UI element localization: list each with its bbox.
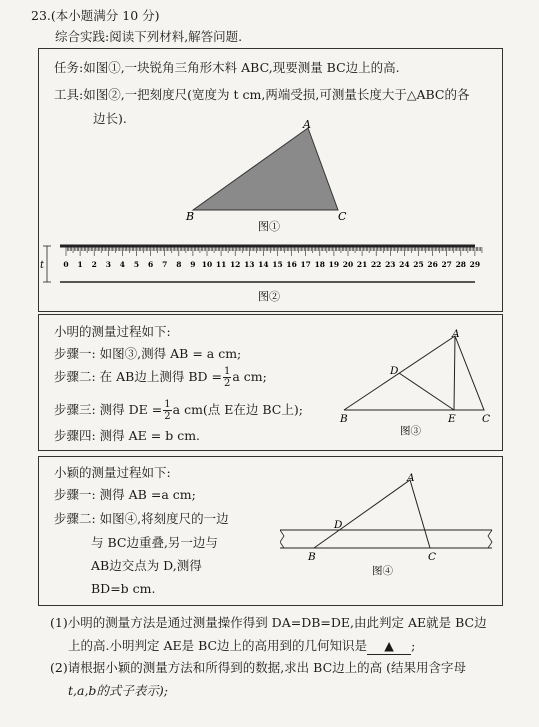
fig3-c: C (482, 413, 491, 425)
tick-label-24: 24 (399, 260, 410, 269)
tick-label-23: 23 (385, 260, 396, 269)
q1-line-2: 上的高.小明判定 AE是 BC边上的高用到的几何知识是 ▲ ; (68, 638, 416, 653)
tick-label-18: 18 (314, 260, 326, 269)
fig3-a: A (452, 328, 460, 340)
task-line-2: 工具:如图②,一把刻度尺(宽度为 t cm,两端受损,可测量长度大于△ABC的各 (54, 87, 470, 102)
fig3-b: B (340, 413, 348, 425)
fig4-b: B (308, 551, 316, 563)
tick-label-19: 19 (328, 260, 340, 269)
triangle-abc (193, 128, 338, 210)
tick-label-25: 25 (413, 260, 424, 269)
tick-label-1: 1 (77, 260, 83, 269)
ying-step-2-l3: AB边交点为 D,测得 (91, 558, 202, 573)
ying-step-2-l4: BD=b cm. (91, 581, 156, 596)
figure-2-ruler (40, 238, 500, 304)
ying-title: 小颖的测量过程如下: (54, 465, 171, 480)
fig4-c: C (428, 551, 437, 563)
vertex-a-label: A (303, 118, 311, 131)
intro-text: 综合实践:阅读下列材料,解答问题. (55, 29, 243, 44)
tick-label-12: 12 (229, 260, 241, 269)
fig4-d: D (334, 519, 343, 531)
question-number: 23. (31, 8, 51, 23)
ming-step-2: 步骤二: 在 AB边上测得 BD = $\frac{1}{2}$ a cm; (54, 366, 267, 389)
tick-label-2: 2 (91, 260, 97, 269)
ming-step-1: 步骤一: 如图③,测得 AB = a cm; (54, 346, 242, 361)
ruler-tick-labels (63, 260, 480, 269)
question-score: (本小题满分 10 分) (50, 8, 160, 23)
tick-label-8: 8 (176, 260, 182, 269)
q1-line-1: (1)小明的测量方法是通过测量操作得到 DA=DB=DE,由此判定 AE就是 BC边 (50, 615, 487, 630)
tick-label-16: 16 (286, 260, 297, 269)
fig3-d: D (390, 365, 399, 377)
ming-title: 小明的测量过程如下: (54, 324, 171, 339)
tick-label-20: 20 (342, 260, 354, 269)
vertex-c-label: C (338, 210, 347, 223)
vertex-b-label: B (186, 210, 195, 223)
triangle-abc-3 (344, 336, 484, 410)
figure-2-caption: 图② (258, 290, 280, 303)
fraction-half: $\frac{1}{2}$ (224, 366, 231, 389)
task-line-1: 任务:如图①,一块锐角三角形木料 ABC,现要测量 BC边上的高. (54, 60, 400, 75)
figure-1-triangle (150, 118, 380, 238)
tick-label-5: 5 (133, 260, 140, 269)
fig4-a: A (407, 472, 415, 484)
figure-1-caption: 图① (258, 220, 280, 233)
ying-step-2-l2: 与 BC边重叠,另一边与 (91, 535, 218, 550)
tick-label-0: 0 (63, 260, 69, 269)
tick-label-15: 15 (272, 260, 283, 269)
fig3-e: E (448, 413, 456, 425)
tick-label-7: 7 (162, 260, 168, 269)
figure-4 (280, 470, 500, 600)
tick-label-14: 14 (258, 260, 269, 269)
triangle-abc-4 (314, 480, 430, 548)
segment-ae (454, 336, 455, 410)
tick-label-27: 27 (441, 260, 452, 269)
ying-step-2-l1: 步骤二: 如图④,将刻度尺的一边 (54, 511, 229, 526)
answer-blank[interactable]: ▲ (367, 638, 411, 655)
tick-label-28: 28 (455, 260, 467, 269)
ying-step-1: 步骤一: 测得 AB =a cm; (54, 487, 196, 502)
tick-label-9: 9 (190, 260, 196, 269)
ming-step-3: 步骤三: 测得 DE = $\frac{1}{2}$ a cm(点 E在边 BC上); (54, 399, 303, 422)
segment-de (399, 373, 454, 410)
tick-label-17: 17 (300, 260, 311, 269)
ruler-width-label: t (40, 260, 45, 271)
tick-label-10: 10 (201, 260, 213, 269)
figure-3 (330, 326, 500, 446)
ming-step-4: 步骤四: 测得 AE = b cm. (54, 428, 201, 443)
ruler-ticks (66, 247, 482, 256)
tick-label-22: 22 (370, 260, 382, 269)
tick-label-29: 29 (469, 260, 481, 269)
question-number-line (31, 8, 160, 24)
tick-label-3: 3 (105, 260, 111, 269)
tick-label-26: 26 (427, 260, 438, 269)
fig4-caption: 图④ (372, 565, 393, 577)
tick-label-21: 21 (356, 260, 368, 269)
tick-label-4: 4 (119, 260, 126, 269)
tick-label-11: 11 (215, 260, 227, 269)
q2-line-2: t,a,b的式子表示); (68, 683, 169, 698)
tick-label-6: 6 (147, 260, 154, 269)
fraction-half-2: $\frac{1}{2}$ (164, 399, 171, 422)
fig3-caption: 图③ (400, 425, 421, 437)
task-line-3: 边长). (93, 111, 127, 126)
q2-line-1: (2)请根据小颖的测量方法和所得到的数据,求出 BC边上的高 (结果用含字母 (50, 660, 466, 675)
tick-label-13: 13 (244, 260, 255, 269)
